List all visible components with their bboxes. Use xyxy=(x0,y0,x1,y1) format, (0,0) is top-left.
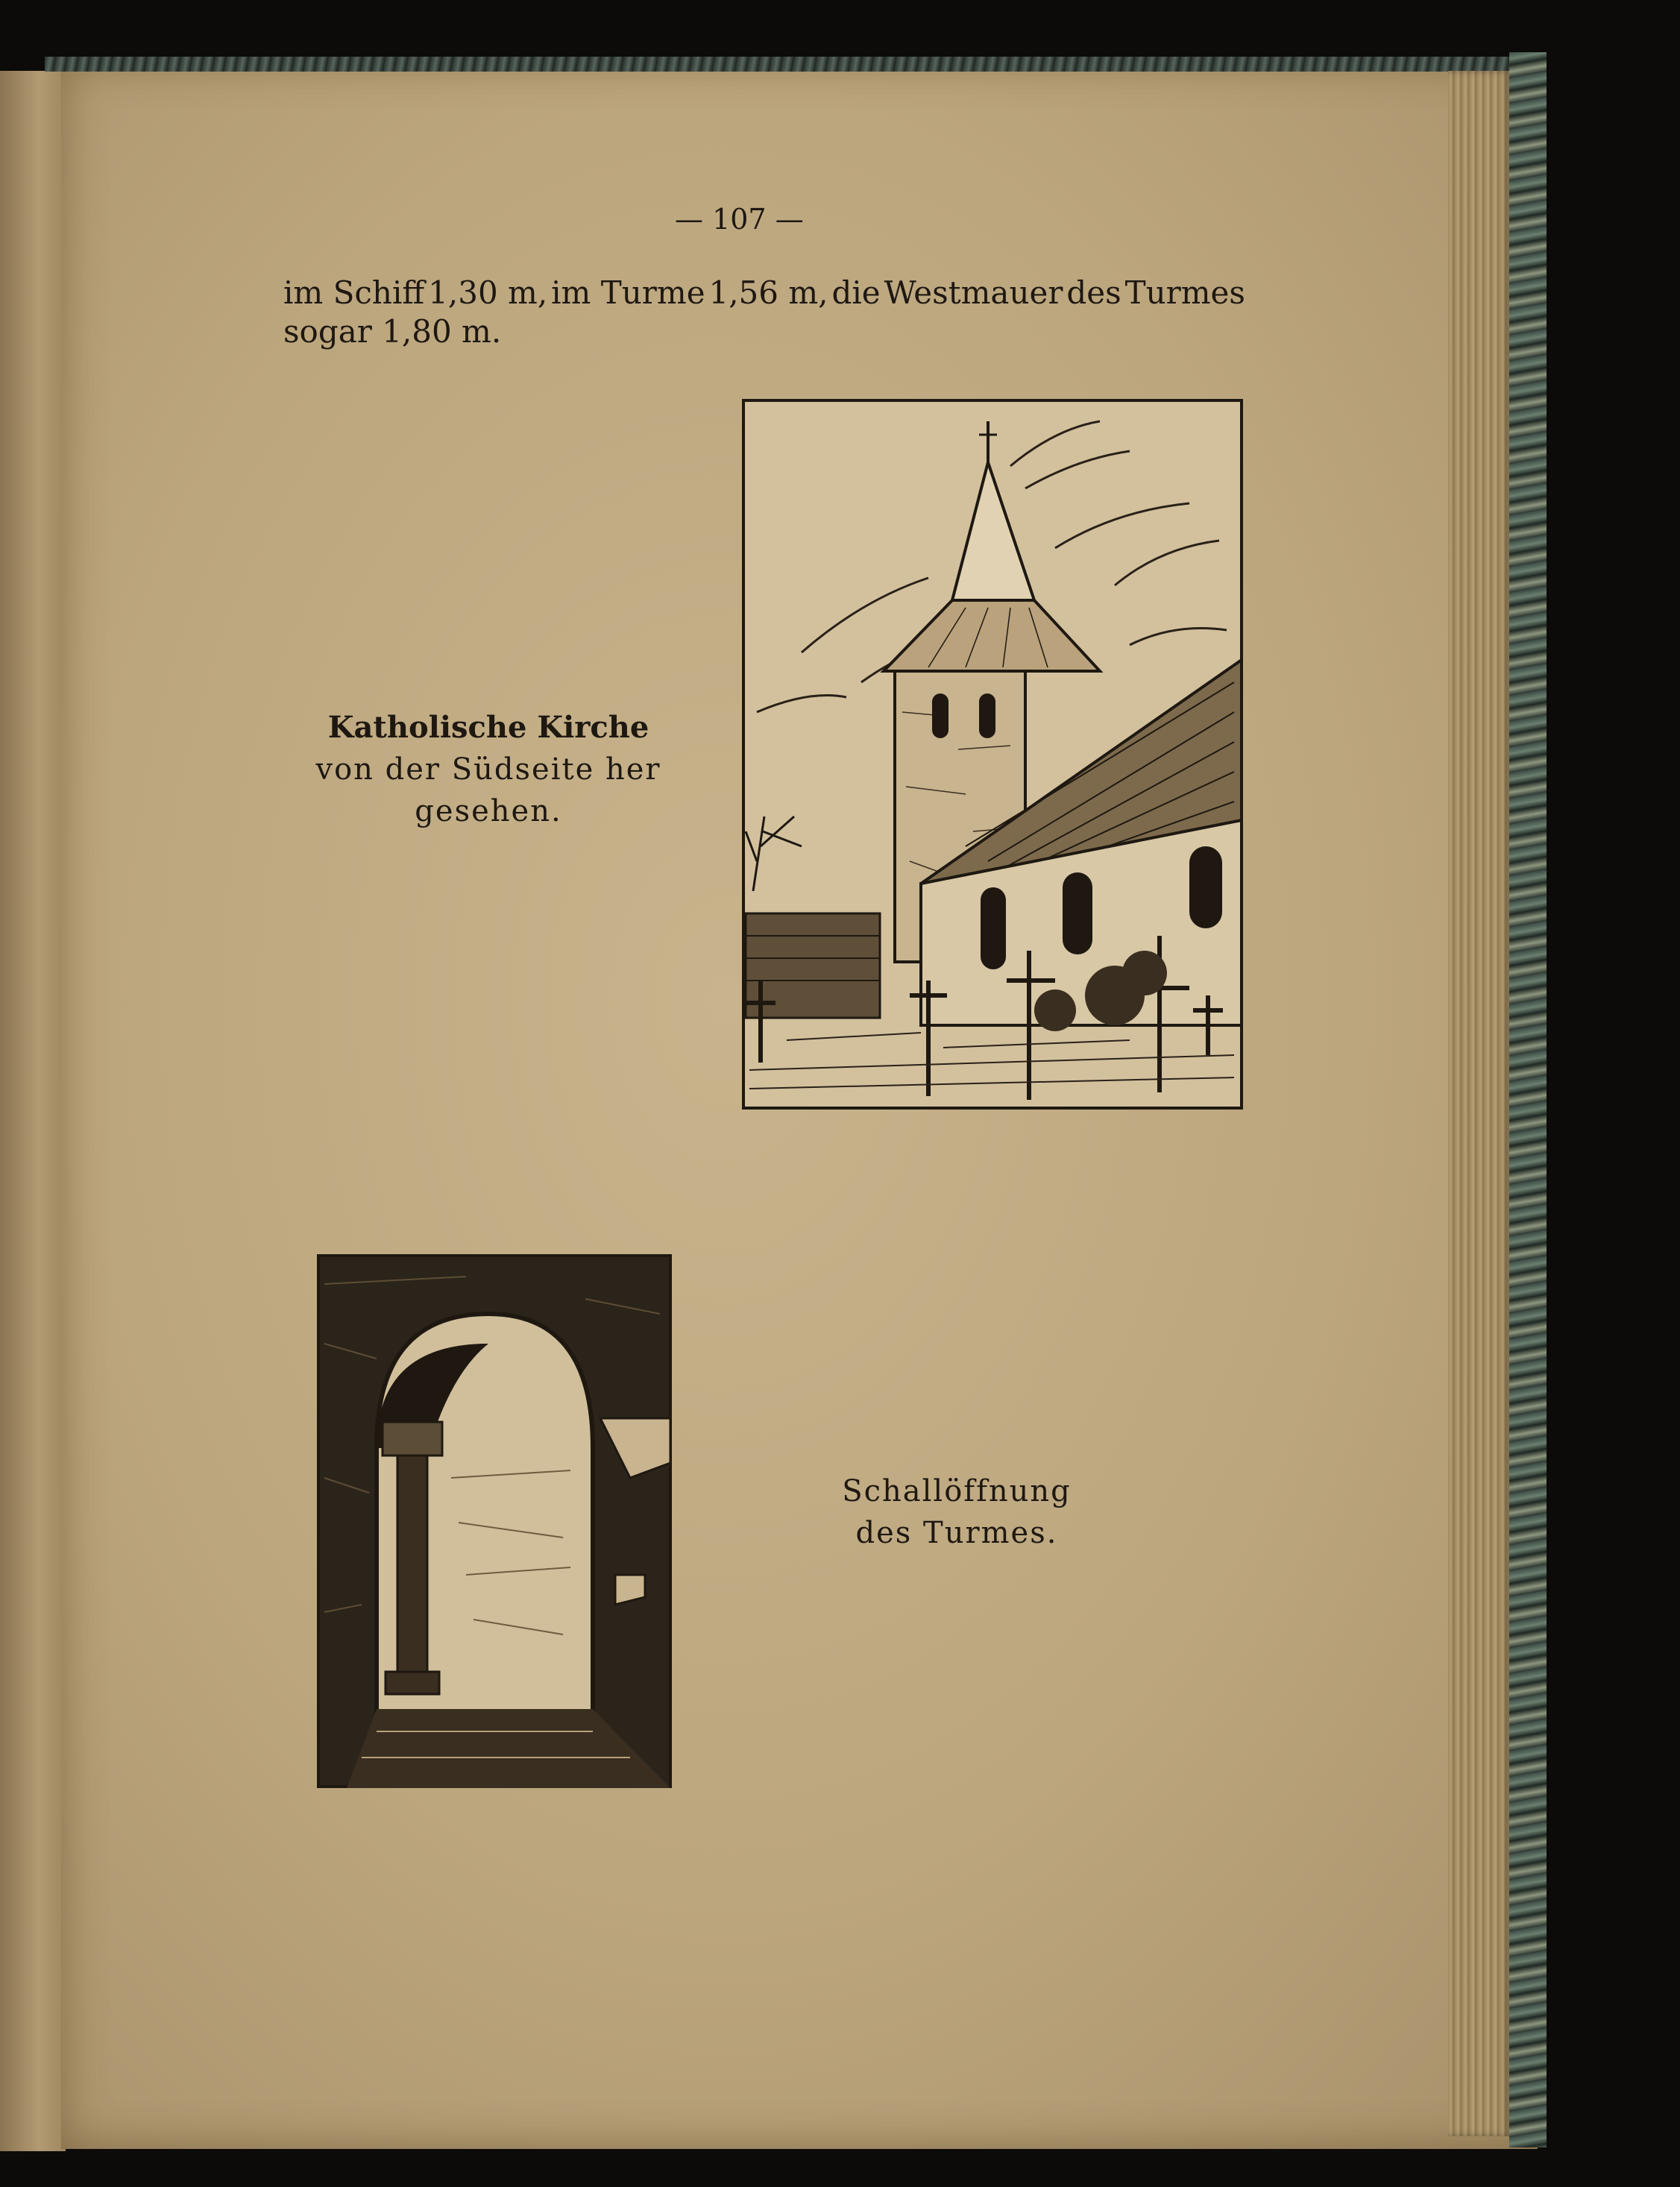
page-stack-edges xyxy=(1448,71,1511,2136)
word: im Schiff xyxy=(283,274,425,311)
opening-caption xyxy=(811,1470,1102,1554)
church-caption xyxy=(295,707,682,832)
page-number: — 107 — xyxy=(675,203,804,236)
body-text-line-1 xyxy=(283,274,1245,311)
word: 1,30 m, xyxy=(428,274,548,311)
top-cover-edge xyxy=(45,57,1529,72)
belfry-opening-illustration xyxy=(317,1254,672,1788)
word: im Turme xyxy=(551,274,705,311)
body-text-line-2: sogar 1,80 m. xyxy=(283,313,502,350)
word: des xyxy=(1066,274,1121,311)
word: die xyxy=(831,274,881,311)
opening-caption-line-1: Schallöffnung xyxy=(842,1474,1072,1508)
church-caption-line-1: Katholische Kirche xyxy=(327,710,649,745)
opening-caption-line-2: des Turmes. xyxy=(855,1516,1058,1550)
word: 1,56 m, xyxy=(708,274,828,311)
church-illustration xyxy=(742,399,1243,1110)
word: Westmauer xyxy=(884,274,1063,311)
marbled-cover xyxy=(1509,52,1547,2147)
word: Turmes xyxy=(1124,274,1245,311)
church-caption-line-3: gesehen. xyxy=(415,794,562,828)
church-caption-line-2: von der Südseite her xyxy=(315,752,661,787)
left-page-edge xyxy=(0,71,66,2151)
